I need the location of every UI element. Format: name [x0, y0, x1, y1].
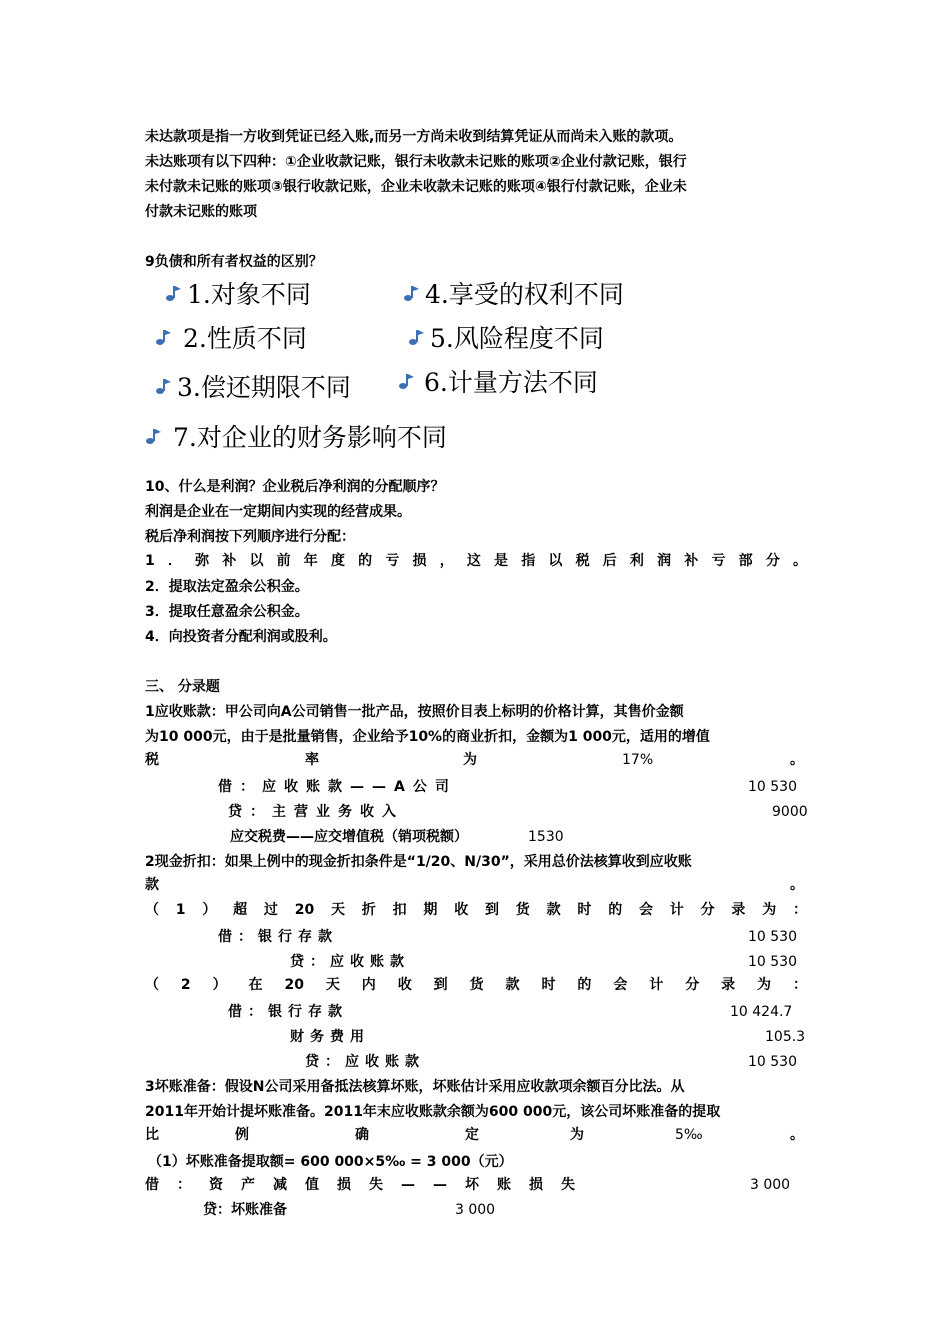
q10-order-intro: 税后净利润按下列顺序进行分配：	[145, 529, 355, 545]
entry-3-line-3	[145, 1123, 807, 1148]
entry-2-line-2-part-b: 。	[790, 877, 804, 893]
music-note-icon	[408, 328, 426, 346]
music-note-icon	[155, 328, 173, 346]
entry-2-sub-1-debit: 借：银行存款	[218, 929, 338, 945]
entry-1-credit-amount: 9000	[772, 804, 808, 820]
entry-1-credit-2: 应交税费——应交增值税（销项税额）	[230, 829, 468, 845]
entry-2-sub-1-debit-amount: 10 530	[748, 929, 797, 945]
entry-1-line-1: 1应收账款：甲公司向A公司销售一批产品，按照价目表上标明的价格计算，其售价金额	[145, 704, 684, 720]
q10-step-2: 2．提取法定盈余公积金。	[145, 579, 309, 595]
entry-2-sub-1-credit: 贷：应收账款	[290, 954, 410, 970]
entry-1-line-3-part-e: 。	[790, 752, 804, 768]
entry-2-line-2	[145, 873, 807, 898]
entry-1-credit: 贷：主营业务收入	[228, 804, 404, 820]
entry-3-line-3-part-a: 比	[145, 1127, 159, 1143]
q9-item-2-text: 2.性质不同	[183, 324, 307, 353]
intro-paragraph-2-line-3: 付款未记账的账项	[145, 204, 257, 220]
entry-3-line-1: 3坏账准备：假设N公司采用备抵法核算坏账，坏账估计采用应收款项余额百分比法。从	[145, 1079, 685, 1095]
entry-3-line-3-part-f: 5‰	[675, 1127, 703, 1143]
entry-1-debit: 借：应收账款——A公司	[218, 779, 457, 795]
entry-1-line-3-part-b: 率	[305, 752, 319, 768]
intro-paragraph-1: 未达款项是指一方收到凭证已经入账,而另一方尚未收到结算凭证从而尚未入账的款项。	[145, 129, 683, 145]
entry-1-debit-amount: 10 530	[748, 779, 797, 795]
entry-3-credit-amount: 3 000	[455, 1202, 496, 1218]
entry-3-calculation: （1）坏账准备提取额= 600 000×5‰ = 3 000（元）	[148, 1154, 513, 1170]
music-note-icon	[145, 427, 163, 445]
entry-3-line-3-part-c: 确	[355, 1127, 369, 1143]
entry-3-debit: 借：资产减值损失——坏账损失	[145, 1177, 593, 1193]
entry-2-sub-2-credit: 贷：应收账款	[305, 1054, 425, 1070]
q9-item-7-text: 7.对企业的财务影响不同	[173, 423, 447, 452]
q9-item-7	[145, 422, 447, 454]
intro-paragraph-2-line-1: 未达账项有以下四种：①企业收款记账，银行未收款未记账的账项②企业付款记账，银行	[145, 154, 687, 170]
intro-paragraph-2-line-2: 未付款未记账的账项③银行收款记账，企业未收款未记账的账项④银行付款记账，企业未	[145, 179, 687, 195]
entry-3-line-2: 2011年开始计提坏账准备。2011年末应收账款余额为600 000元，该公司坏账准备的提取	[145, 1104, 721, 1120]
music-note-icon	[403, 284, 421, 302]
q9-item-4-text: 4.享受的权利不同	[425, 280, 624, 309]
entry-2-line-2-part-a: 款	[145, 877, 159, 893]
q9-item-5	[408, 323, 604, 355]
entry-2-sub-2-debit-2: 财务费用	[290, 1029, 370, 1045]
q10-step-1: 1．弥补以前年度的亏损，这是指以税后利润补亏部分。	[145, 553, 807, 569]
entry-3-debit-amount: 3 000	[750, 1177, 791, 1193]
q10-definition: 利润是企业在一定期间内实现的经营成果。	[145, 504, 411, 520]
q9-item-5-text: 5.风险程度不同	[430, 324, 604, 353]
music-note-icon	[155, 377, 173, 395]
entry-2-sub-2-debit-2-amount: 105.3	[765, 1029, 806, 1045]
q9-title: 9负债和所有者权益的区别？	[145, 254, 323, 270]
q9-item-6-text: 6.计量方法不同	[424, 368, 598, 397]
entry-2-sub-2-debit-amount: 10 424.7	[730, 1004, 793, 1020]
entry-2-sub-2-credit-amount: 10 530	[748, 1054, 797, 1070]
music-note-icon	[398, 372, 416, 390]
entry-1-line-3	[145, 748, 807, 773]
entry-1-line-3-part-a: 税	[145, 752, 159, 768]
entry-1-line-3-part-d: 17%	[622, 752, 654, 768]
entry-2-sub-1: （1）超过20天折扣期收到货款时的会计分录为：	[145, 902, 807, 918]
entry-2-line-1: 2现金折扣：如果上例中的现金折扣条件是“1/20、N/30”，采用总价法核算收到应收账	[145, 854, 692, 870]
q9-item-4	[403, 279, 624, 311]
entry-2-sub-1-credit-amount: 10 530	[748, 954, 797, 970]
q9-item-3-text: 3.偿还期限不同	[177, 373, 351, 402]
q9-item-1-text: 1.对象不同	[187, 280, 311, 309]
entry-1-line-2: 为10 000元，由于是批量销售，企业给予10%的商业折扣，金额为1 000元，适用的增值	[145, 729, 710, 745]
q9-item-2	[155, 323, 307, 355]
entry-3-line-3-part-b: 例	[235, 1127, 249, 1143]
entry-3-line-3-part-e: 为	[570, 1127, 584, 1143]
entry-1-credit-2-amount: 1530	[528, 829, 564, 845]
music-note-icon	[165, 284, 183, 302]
section-3-title: 三、 分录题	[145, 679, 220, 695]
entry-3-line-3-part-d: 定	[465, 1127, 479, 1143]
q9-item-1	[165, 279, 311, 311]
entry-1-line-3-part-c: 为	[463, 752, 477, 768]
entry-3-debit-row	[145, 1173, 807, 1198]
entry-2-sub-2: （2）在20天内收到货款时的会计分录为：	[145, 977, 807, 993]
entry-3-credit: 贷：坏账准备	[203, 1202, 287, 1218]
entry-3-line-3-part-g: 。	[790, 1127, 804, 1143]
q10-title: 10、什么是利润？企业税后净利润的分配顺序？	[145, 479, 445, 495]
q10-step-4: 4．向投资者分配利润或股利。	[145, 629, 337, 645]
q9-item-6	[398, 367, 598, 399]
q9-item-3	[155, 372, 351, 404]
entry-2-sub-2-debit: 借：银行存款	[228, 1004, 348, 1020]
q10-step-3: 3．提取任意盈余公积金。	[145, 604, 309, 620]
